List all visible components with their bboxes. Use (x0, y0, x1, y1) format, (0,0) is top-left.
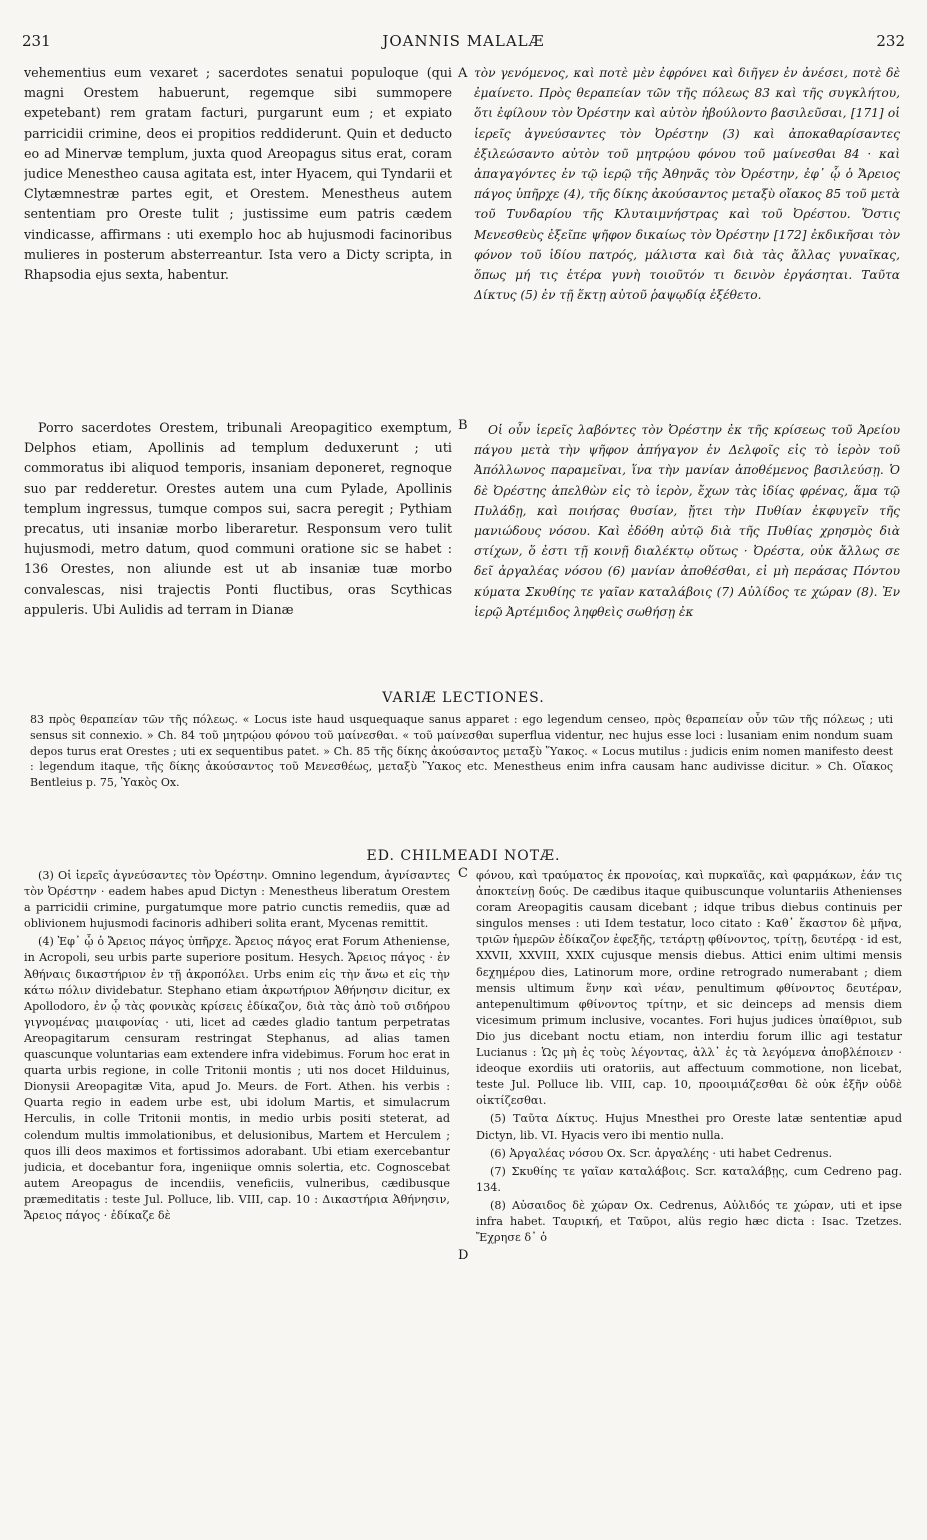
variae-lectiones-heading: VARIÆ LECTIONES. (382, 690, 545, 706)
running-title: JOANNIS MALALÆ (382, 32, 545, 50)
running-header (22, 32, 905, 54)
greek-column-bottom (474, 420, 900, 690)
note-5: (5) Ταῦτα Δίκτυς. Hujus Mnesthei pro Oreste latæ sententiæ apud Dictyn, lib. VI. Hyacis vero ibi mentio nulla. (476, 1112, 902, 1142)
page-number-right: 232 (876, 32, 905, 50)
greek-column-top (474, 63, 900, 413)
note-3: (3) Οἱ ἱερεῖς ἀγνεύσαντες τὸν Ὀρέστην. Omnino legendum, ἁγνίσαντες τὸν Ὀρέστην · eadem habes apud Dictyn : Menestheus liberatum Orestem a parricidii crimine, purgatumque more patrio cunctis remediis, quæ ad oblivionem hujusmodi facinoris adhiberi solita erant, Mycenas remittit. (24, 869, 450, 931)
page-number-left: 231 (22, 32, 51, 50)
note-4: (4) Ἐφ᾽ ᾧ ὁ Ἄρειος πάγος ὑπῆρχε. Ἄρειος πάγος erat Forum Atheniense, in Acropoli, seu urbis parte superiore positum. Hesych. Ἄρειος πάγος · ἐν Ἀθήναις δικαστήριον ἐν τῇ ἀκροπόλει. Urbs enim εἰς τὴν ἄνω et εἰς τὴν κάτω πόλιν dividebatur. Stephano etiam ἀκρωτήριον Ἀθήνησιν dicitur, ex Apollodoro, ἐν ᾧ τὰς φονικὰς κρίσεις ἐδίκαζον, διὰ τὰς ἀπὸ τοῦ σιδήρου γιγνομένας μιαιφονίας · uti, licet ad cædes gladio tantum perpetratas Areopagitarum censuram restringat Stephanus, ad alias tamen quascunque voluntarias eam extendere infra videbimus. Forum hoc erat in quarta urbis regione, in colle Tritonii montis ; uti nos docet Hilduinus, Dionysii Areopagitæ Vita, apud Jo. Meurs. de Fort. Athen. his verbis : Quarta regio in eadem urbe est, ubi idolum Martis, et simulacrum Herculis, in colle Tritonii montis, in medio urbis positi steterat, ad colendum multis immolationibus, et delusionibus, Martem et Herculem ; quos illi deos maximos et fortissimos adorabant. Ubi etiam exercebantur judicia, et docebantur fora, ingeniique omnis solertia, etc. Cognoscebat autem Areopagus de incendiis, veneficiis, vulneribus, cædibusque præmeditatis : teste Jul. Polluce, lib. VIII, cap. 10 : Δικαστήρια Ἀθήνησιν, Ἄρειος πάγος · ἐδίκαζε δὲ (24, 935, 450, 1222)
latin-paragraph-1: vehementius eum vexaret ; sacerdotes senatui populoque (qui magni Orestem habuerunt, regemque sibi summopere expetebant) rem gratam facturi, purgarunt eum ; et expiato parricidii crimine, deos ei propitios reddiderunt. Quin et deducto eo ad Minervæ templum, juxta quod Areopagus situs erat, coram judice Menestheo causa agitata est, inter Hyacem, qui Tyndarii et Clytæmnestræ partes egit, et Orestem. Menestheus autem sententiam pro Oreste tulit ; justissime eum patris cædem vindicasse, affirmans : uti exemplo hoc ab hujusmodi facinoribus mulieres in posterum absterreantur. Ista vero a Dicty scripta, in Rhapsodia ejus sexta, habentur. (24, 65, 452, 283)
notes-left-column (24, 868, 450, 1528)
greek-paragraph-2: Οἱ οὖν ἱερεῖς λαβόντες τὸν Ὀρέστην ἐκ τῆς κρίσεως τοῦ Ἀρείου πάγου μετὰ τὴν ψῆφον ἀπήγαγον ἐν Δελφοῖς εἰς τὸ ἱερὸν τοῦ Ἀπόλλωνος παραμεῖναι, ἵνα τὴν μανίαν ἀποθέμενος βασιλεύσῃ. Ὁ δὲ Ὀρέστης ἀπελθὼν εἰς τὸ ἱερὸν, ἔχων τὰς ἰδίας φρένας, ἅμα τῷ Πυλάδῃ, καὶ ποιήσας θυσίαν, ᾔτει τὴν Πυθίαν ἐκφυγεῖν τῆς μανιώδους νόσου. Καὶ ἐδόθη αὐτῷ διὰ τῆς Πυθίας χρησμὸς διὰ στίχων, ὅ ἐστι τῇ κοινῇ διαλέκτῳ οὕτως · Ὀρέστα, οὐκ ἄλλως σε δεῖ ἀργαλέας νόσου (6) μανίαν ἀποθέσθαι, εἰ μὴ περάσας Πόντου κύματα Σκυθίης τε γαῖαν καταλάβοις (7) Αὐλίδος τε χώραν (8). Ἐν ἱερῷ Ἀρτέμιδος ληφθεὶς σωθήσῃ ἐκ (474, 423, 900, 619)
greek-paragraph-1: τὸν γενόμενος, καὶ ποτὲ μὲν ἐφρόνει καὶ διῆγεν ἐν ἀνέσει, ποτὲ δὲ ἐμαίνετο. Πρὸς θεραπείαν τῶν τῆς πόλεως 83 καὶ τῆς συγκλήτου, ὅτι ἐφίλουν τὸν Ὀρέστην καὶ αὐτὸν ἠβούλοντο βασιλεῦσαι, [171] οἱ ἱερεῖς ἀγνεύσαντες τὸν Ὀρέστην (3) καὶ ἀποκαθαρίσαντες ἐξιλεώσαντο αὐτὸν τοῦ μητρῴου φόνου τοῦ μαίνεσθαι 84 · καὶ ἀπαγαγόντες ἐν τῷ ἱερῷ τῆς Ἀθηνᾶς τὸν Ὀρέστην, ἐφ᾽ ᾧ ὁ Ἄρειος πάγος ὑπῆρχε (4), τῆς δίκης ἀκούσαντος μεταξὺ οἴακος 85 τοῦ μετὰ τοῦ Τυνδαρίου τῆς Κλυταιμνήστρας καὶ τοῦ Ὀρέστου. Ὅστις Μενεσθεὺς ἐξεῖπε ψῆφον δικαίως τὸν Ὀρέστην [172] ἐκδικῆσαι τὸν φόνον τοῦ ἰδίου πατρός, μάλιστα καὶ διὰ τὰς ἄλλας γυναῖκας, ὅπως μή τις ἑτέρα γυνὴ τοιοῦτόν τι δεινὸν ἐργάσηται. Ταῦτα Δίκτυς (5) ἐν τῇ ἕκτῃ αὐτοῦ ῥαψῳδίᾳ ἐξέθετο. (474, 66, 900, 303)
note-8: (8) Αὐσαιδος δὲ χώραν Ox. Cedrenus, Αὐλιδός τε χώραν, uti et ipse infra habet. Ταυρική, et Ταῦροι, alüs regio hæc dicta : Isac. Tzetzes. Ἔχρησε δ᾽ ὁ (476, 1198, 902, 1245)
latin-column-bottom (24, 418, 452, 690)
margin-letter-c: C (458, 866, 468, 881)
margin-letter-b: B (458, 418, 468, 433)
chilmead-notes-heading: ED. CHILMEADI NOTÆ. (366, 848, 561, 864)
variae-lectiones-text: 83 πρὸς θεραπείαν τῶν τῆς πόλεως. « Locus iste haud usquequaque sanus apparet : ego legendum censeo, πρὸς θεραπείαν οὖν τῶν τῆς πόλεως ; uti sensus sit connexio. » Ch. 84 τοῦ μητρῴου φόνου τοῦ μαίνεσθαι. « τοῦ μαίνεσθαι superflua videntur, nec hujus esse loci : lusaniam enim nondum suam depos turus erat Orestes ; uti ex sequentibus patet. » Ch. 85 τῆς δίκης ἀκούσαντος μεταξὺ Ὕακος. « Locus mutilus : judicis enim nomen manifesto deest : legendum itaque, τῆς δίκης ἀκούσαντος τοῦ Μενεσθέως, μεταξὺ Ὕακος etc. Menestheus enim infra causam hanc audivisse dicitur. » Ch. Οἴακος Bentleius p. 75, Ὑακὸς Ox. (30, 713, 893, 790)
note-6: (6) Ἀργαλέας νόσου Ox. Scr. ἀργαλέης · uti habet Cedrenus. (490, 1146, 833, 1160)
latin-column-top (24, 63, 452, 387)
margin-letter-a: A (458, 66, 468, 81)
notes-right-column (476, 868, 902, 1528)
margin-letter-d: D (458, 1248, 469, 1263)
latin-paragraph-2: Porro sacerdotes Orestem, tribunali Areopagitico exemptum, Delphos etiam, Apollinis ad templum deduxerunt ; uti commoratus ibi aliquod temporis, insaniam deponeret, regnoque suo par redderetur. Orestes autem una cum Pylade, Apollinis templum ingressus, tumque compos sui, sacra peregit ; Pythiam precatus, uti insaniæ morbo liberaretur. Responsum vero tulit hujusmodi, metro datum, quod communi oratione sic se habet : 136 Orestes, non aliunde est ut ab insaniæ tuæ morbo convalescas, nisi trajectis Ponti fluctibus, oras Scythicas appuleris. Ubi Aulidis ad terram in Dianæ (24, 420, 452, 617)
note-4-continued: φόνου, καὶ τραύματος ἐκ προνοίας, καὶ πυρκαϊᾶς, καὶ φαρμάκων, ἐάν τις ἀποκτείνῃ δούς. De cædibus itaque quibuscunque voluntariis Athenienses coram Areopagitis causam dicebant ; idque tribus diebus continuis per singulos menses : uti Idem testatur, loco citato : Καθ᾽ ἕκαστον δὲ μῆνα, τριῶν ἡμερῶν ἐδίκαζον ἐφεξῆς, τετάρτῃ φθίνοντος, τρίτῃ, δευτέρᾳ · id est, XXVII, XXVIII, XXIX cujusque mensis diebus. Attici enim ultimi mensis δεχημέρου dies, Latinorum more, ordine retrogrado numerabant ; diem mensis ultimum ἕνην καὶ νέαν, penultimum φθίνοντος δευτέραν, antepenultimum φθίνοντος τρίτην, et sic deinceps ad mensis diem vicesimum primum inclusive, vocantes. Fori hujus judices ὑπαίθριοι, sub Dio jus dicebant noctu etiam, non interdiu forum illic agi testatur Lucianus : Ὡς μὴ ἐς τοὺς λέγοντας, ἀλλ᾽ ἐς τὰ λεγόμενα ἀποβλέποιεν · ideoque exordiis uti oratoriis, aut affectuum commotione, non licebat, teste Jul. Polluce lib. VIII, cap. 10, προοιμιάζεσθαι δὲ οὐκ ἐξῆν οὐδὲ οἰκτίζεσθαι. (476, 869, 902, 1108)
note-7: (7) Σκυθίης τε γαῖαν καταλάβοις. Scr. καταλάβῃς, cum Cedreno pag. 134. (476, 1164, 902, 1194)
